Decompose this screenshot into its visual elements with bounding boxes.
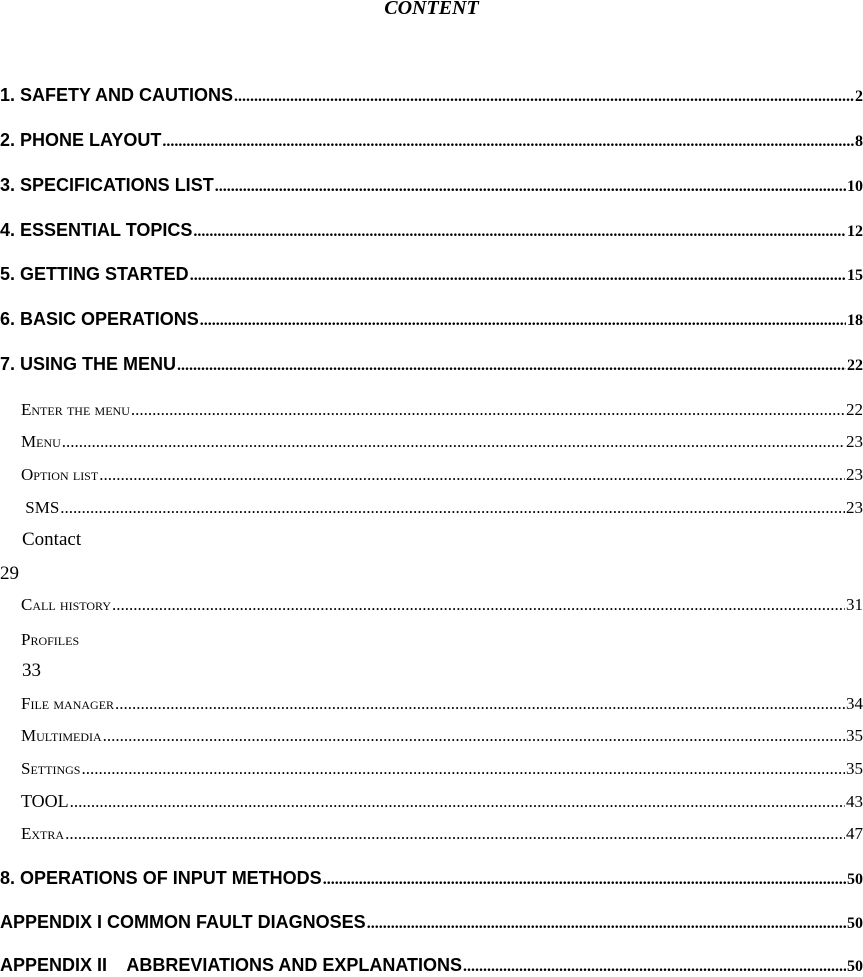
toc-leader <box>131 400 845 420</box>
toc-entry-label: APPENDIX II ABBREVIATIONS AND EXPLANATIONS <box>0 955 463 975</box>
toc-leader <box>62 432 845 452</box>
toc-entry-label: 5. GETTING STARTED <box>0 264 189 284</box>
toc-page-number: 8 <box>855 133 863 150</box>
toc-page-number: 10 <box>847 178 863 195</box>
toc-page-number: 50 <box>847 871 863 888</box>
toc-leader <box>190 267 846 285</box>
toc-page-number: 23 <box>846 432 863 451</box>
toc-entry[interactable] <box>0 264 863 285</box>
toc-entry-label: 2. PHONE LAYOUT <box>0 130 162 150</box>
toc-page-number: 50 <box>847 958 863 975</box>
toc-entry[interactable] <box>0 912 863 933</box>
toc-leader <box>323 871 846 889</box>
toc-leader <box>112 595 845 615</box>
toc-subentry-label: Extra <box>21 824 65 843</box>
toc-page-number: 50 <box>847 915 863 932</box>
toc-entry-label: 4. ESSENTIAL TOPICS <box>0 220 193 240</box>
toc-leader <box>81 759 845 779</box>
toc-leader <box>162 133 854 151</box>
toc-page-number: 35 <box>846 726 863 745</box>
toc-page-number: 31 <box>846 595 863 614</box>
toc-subentry-label: Settings <box>21 759 81 778</box>
toc-page-number: 34 <box>846 694 863 713</box>
toc-entry-label: 1. SAFETY AND CAUTIONS <box>0 85 234 105</box>
toc-leader <box>65 824 845 844</box>
toc-entry-label: 8. OPERATIONS OF INPUT METHODS <box>0 868 322 888</box>
toc-leader <box>103 726 845 746</box>
toc-subentry[interactable] <box>21 824 863 844</box>
toc-entry-label: 7. USING THE MENU <box>0 354 177 374</box>
toc-entry[interactable] <box>0 85 863 106</box>
toc-leader <box>234 88 854 106</box>
toc-leader <box>177 357 846 375</box>
toc-page-number: 2 <box>855 88 863 105</box>
toc-page-number: 22 <box>847 357 863 374</box>
toc-entry[interactable] <box>0 175 863 196</box>
toc-subentry[interactable] <box>21 791 863 812</box>
toc-leader <box>367 915 846 933</box>
toc-page-number: 22 <box>846 400 863 419</box>
toc-page-number: 33 <box>22 660 41 681</box>
toc-subentry[interactable] <box>21 726 863 746</box>
toc-page-number: 29 <box>0 563 19 584</box>
toc-page-number: 12 <box>847 223 863 240</box>
toc-page-number: 47 <box>846 824 863 843</box>
toc-subentry[interactable] <box>21 400 863 420</box>
toc-page-number: 15 <box>847 267 863 284</box>
toc-leader <box>115 694 845 714</box>
toc-subentry-label[interactable]: Contact <box>22 529 82 550</box>
toc-entry[interactable] <box>0 868 863 889</box>
toc-entry[interactable] <box>0 955 863 976</box>
toc-page-number: 43 <box>846 792 863 811</box>
toc-leader <box>70 792 845 812</box>
toc-subentry-label: Menu <box>21 432 61 451</box>
toc-leader <box>60 498 845 518</box>
toc-subentry[interactable] <box>21 432 863 452</box>
toc-subentry[interactable] <box>21 759 863 779</box>
toc-subentry[interactable] <box>21 694 863 714</box>
toc-page-number: 23 <box>846 498 863 517</box>
toc-subentry-label: Enter the menu <box>21 400 130 419</box>
toc-leader <box>463 958 846 976</box>
toc-subentry-label: Option list <box>21 465 99 484</box>
toc-title: CONTENT <box>384 0 479 19</box>
toc-entry[interactable] <box>0 130 863 151</box>
toc-leader <box>200 312 846 330</box>
toc-subentry-label: SMS <box>21 498 60 517</box>
toc-page-number: 35 <box>846 759 863 778</box>
toc-page-number: 18 <box>847 312 863 329</box>
toc-subentry-label: TOOL <box>21 791 69 811</box>
toc-page-number: 23 <box>846 465 863 484</box>
toc-leader <box>193 223 846 241</box>
toc-subentry[interactable] <box>21 595 863 615</box>
toc-leader <box>215 178 846 196</box>
toc-entry[interactable] <box>0 309 863 330</box>
toc-subentry-label[interactable]: Profiles <box>21 630 80 649</box>
toc-subentry[interactable] <box>21 465 863 485</box>
toc-entry[interactable] <box>0 220 863 241</box>
toc-subentry-label: File manager <box>21 694 115 713</box>
toc-entry-label: 3. SPECIFICATIONS LIST <box>0 175 214 195</box>
toc-entry[interactable] <box>0 354 863 375</box>
toc-subentry[interactable] <box>21 498 863 518</box>
toc-entry-label: APPENDIX I COMMON FAULT DIAGNOSES <box>0 912 366 932</box>
toc-subentry-label: Call history <box>21 595 112 614</box>
toc-leader <box>99 465 845 485</box>
toc-entry-label: 6. BASIC OPERATIONS <box>0 309 199 329</box>
toc-subentry-label: Multimedia <box>21 726 102 745</box>
